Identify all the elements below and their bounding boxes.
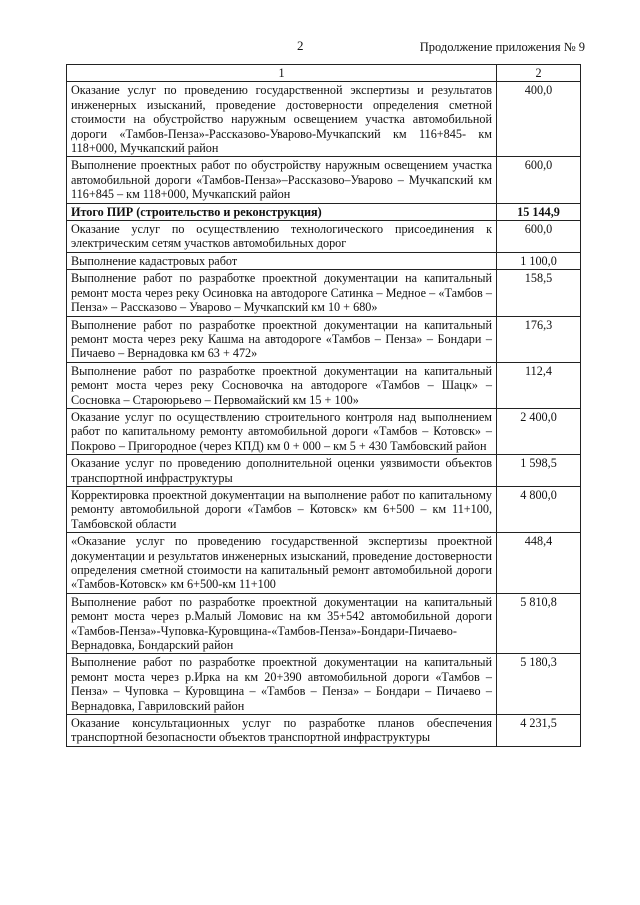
table-row (67, 221, 581, 253)
amount-cell: 1 598,5 (497, 455, 581, 487)
work-description-cell: Выполнение работ по разработке проектной документации на капитальный ремонт моста через реку Осиновка на автодороге Сатинка – Медное – «Тамбов – Пенза» – Рассказово – Уварово – Мучкапский км 10 + 680» (67, 270, 497, 316)
appendix-continuation-note: Продолжение приложения № 9 (419, 40, 585, 54)
table-row (67, 486, 581, 532)
work-description-cell: Корректировка проектной документации на выполнение работ по капитальному ремонту автомобильной дороги «Тамбов – Котовск» км 6+500 – км 11+100, Тамбовской области (67, 486, 497, 532)
column-header-1: 1 (67, 65, 497, 82)
table-row (67, 455, 581, 487)
work-description-cell: Оказание услуг по осуществлению строительного контроля над выполнением работ по капитальному ремонту автомобильной дороги «Тамбов – Котовск» – Покрово – Пригородное (через КПД) км 0 + 000 – км 5 + 430 Тамбовский район (67, 408, 497, 454)
table-total-row (67, 203, 581, 220)
table-row (67, 252, 581, 269)
work-description-cell: Оказание консультационных услуг по разработке планов обеспечения транспортной безопасности объектов транспортной инфраструктуры (67, 715, 497, 747)
amount-cell: 158,5 (497, 270, 581, 316)
table-row (67, 270, 581, 316)
table-row (67, 316, 581, 362)
amount-cell: 4 800,0 (497, 486, 581, 532)
work-description-cell: Выполнение работ по разработке проектной документации на капитальный ремонт моста через реку Сосновочка на автодороге «Тамбов – Шацк» – Сосновка – Староюрьево – Первомайский км 15 + 100» (67, 362, 497, 408)
work-description-cell: Оказание услуг по осуществлению технологического присоединения к электрическим сетям участков автомобильных дорог (67, 221, 497, 253)
table-header-row (67, 65, 581, 82)
amount-cell: 5 810,8 (497, 593, 581, 654)
amount-cell: 176,3 (497, 316, 581, 362)
table-row (67, 593, 581, 654)
work-description-cell: Выполнение работ по разработке проектной документации на капитальный ремонт моста через р.Ирка на км 20+390 автомобильной дороги «Тамбов – Пенза» – Чуповка – Куровщина – «Тамбов – Пенза» – Бондари – Пичаево – Вернадовка, Гавриловский район (67, 654, 497, 715)
work-description-cell: Итого ПИР (строительство и реконструкция) (67, 203, 497, 220)
amount-cell: 1 100,0 (497, 252, 581, 269)
table-row (67, 715, 581, 747)
amount-cell: 5 180,3 (497, 654, 581, 715)
work-description-cell: Выполнение кадастровых работ (67, 252, 497, 269)
amount-cell: 448,4 (497, 533, 581, 594)
table-row (67, 408, 581, 454)
amount-cell: 2 400,0 (497, 408, 581, 454)
amount-cell: 600,0 (497, 221, 581, 253)
table-row (67, 82, 581, 157)
table-row (67, 533, 581, 594)
amount-cell: 400,0 (497, 82, 581, 157)
amount-cell: 15 144,9 (497, 203, 581, 220)
work-description-cell: Оказание услуг по проведению дополнительной оценки уязвимости объектов транспортной инфраструктуры (67, 455, 497, 487)
table-row (67, 157, 581, 203)
budget-table (66, 64, 581, 747)
page-number: 2 (297, 38, 304, 53)
amount-cell: 4 231,5 (497, 715, 581, 747)
work-description-cell: «Оказание услуг по проведению государственной экспертизы проектной документации и результатов инженерных изысканий, проведение достоверности определения сметной стоимости на капитальный ремонт автомобильной дороги «Тамбов-Котовск» км 6+500-км 11+100 (67, 533, 497, 594)
work-description-cell: Выполнение проектных работ по обустройству наружным освещением участка автомобильной дороги «Тамбов-Пенза»–Рассказово–Уварово – Мучкапский км 116+845 – км 118+000, Мучкапский район (67, 157, 497, 203)
work-description-cell: Выполнение работ по разработке проектной документации на капитальный ремонт моста через реку Кашма на автодороге «Тамбов – Пенза» – Бондари – Пичаево – Вернадовка км 63 + 472» (67, 316, 497, 362)
table-row (67, 362, 581, 408)
table-row (67, 654, 581, 715)
work-description-cell: Оказание услуг по проведению государственной экспертизы и результатов инженерных изысканий, проведение достоверности определения сметной стоимости на обустройство наружным освещением участка автомобильной дороги «Тамбов-Пенза»-Рассказово-Уварово-Мучкапский км 116+845- км 118+000, Мучкапский район (67, 82, 497, 157)
amount-cell: 112,4 (497, 362, 581, 408)
work-description-cell: Выполнение работ по разработке проектной документации на капитальный ремонт моста через р.Малый Ломовис на км 35+542 автомобильной дороги «Тамбов-Пенза»-Чуповка-Куровщина-«Тамбов-Пенза»-Бондари-Пичаево-Вернадовка, Бондарский район (67, 593, 497, 654)
amount-cell: 600,0 (497, 157, 581, 203)
column-header-2: 2 (497, 65, 581, 82)
